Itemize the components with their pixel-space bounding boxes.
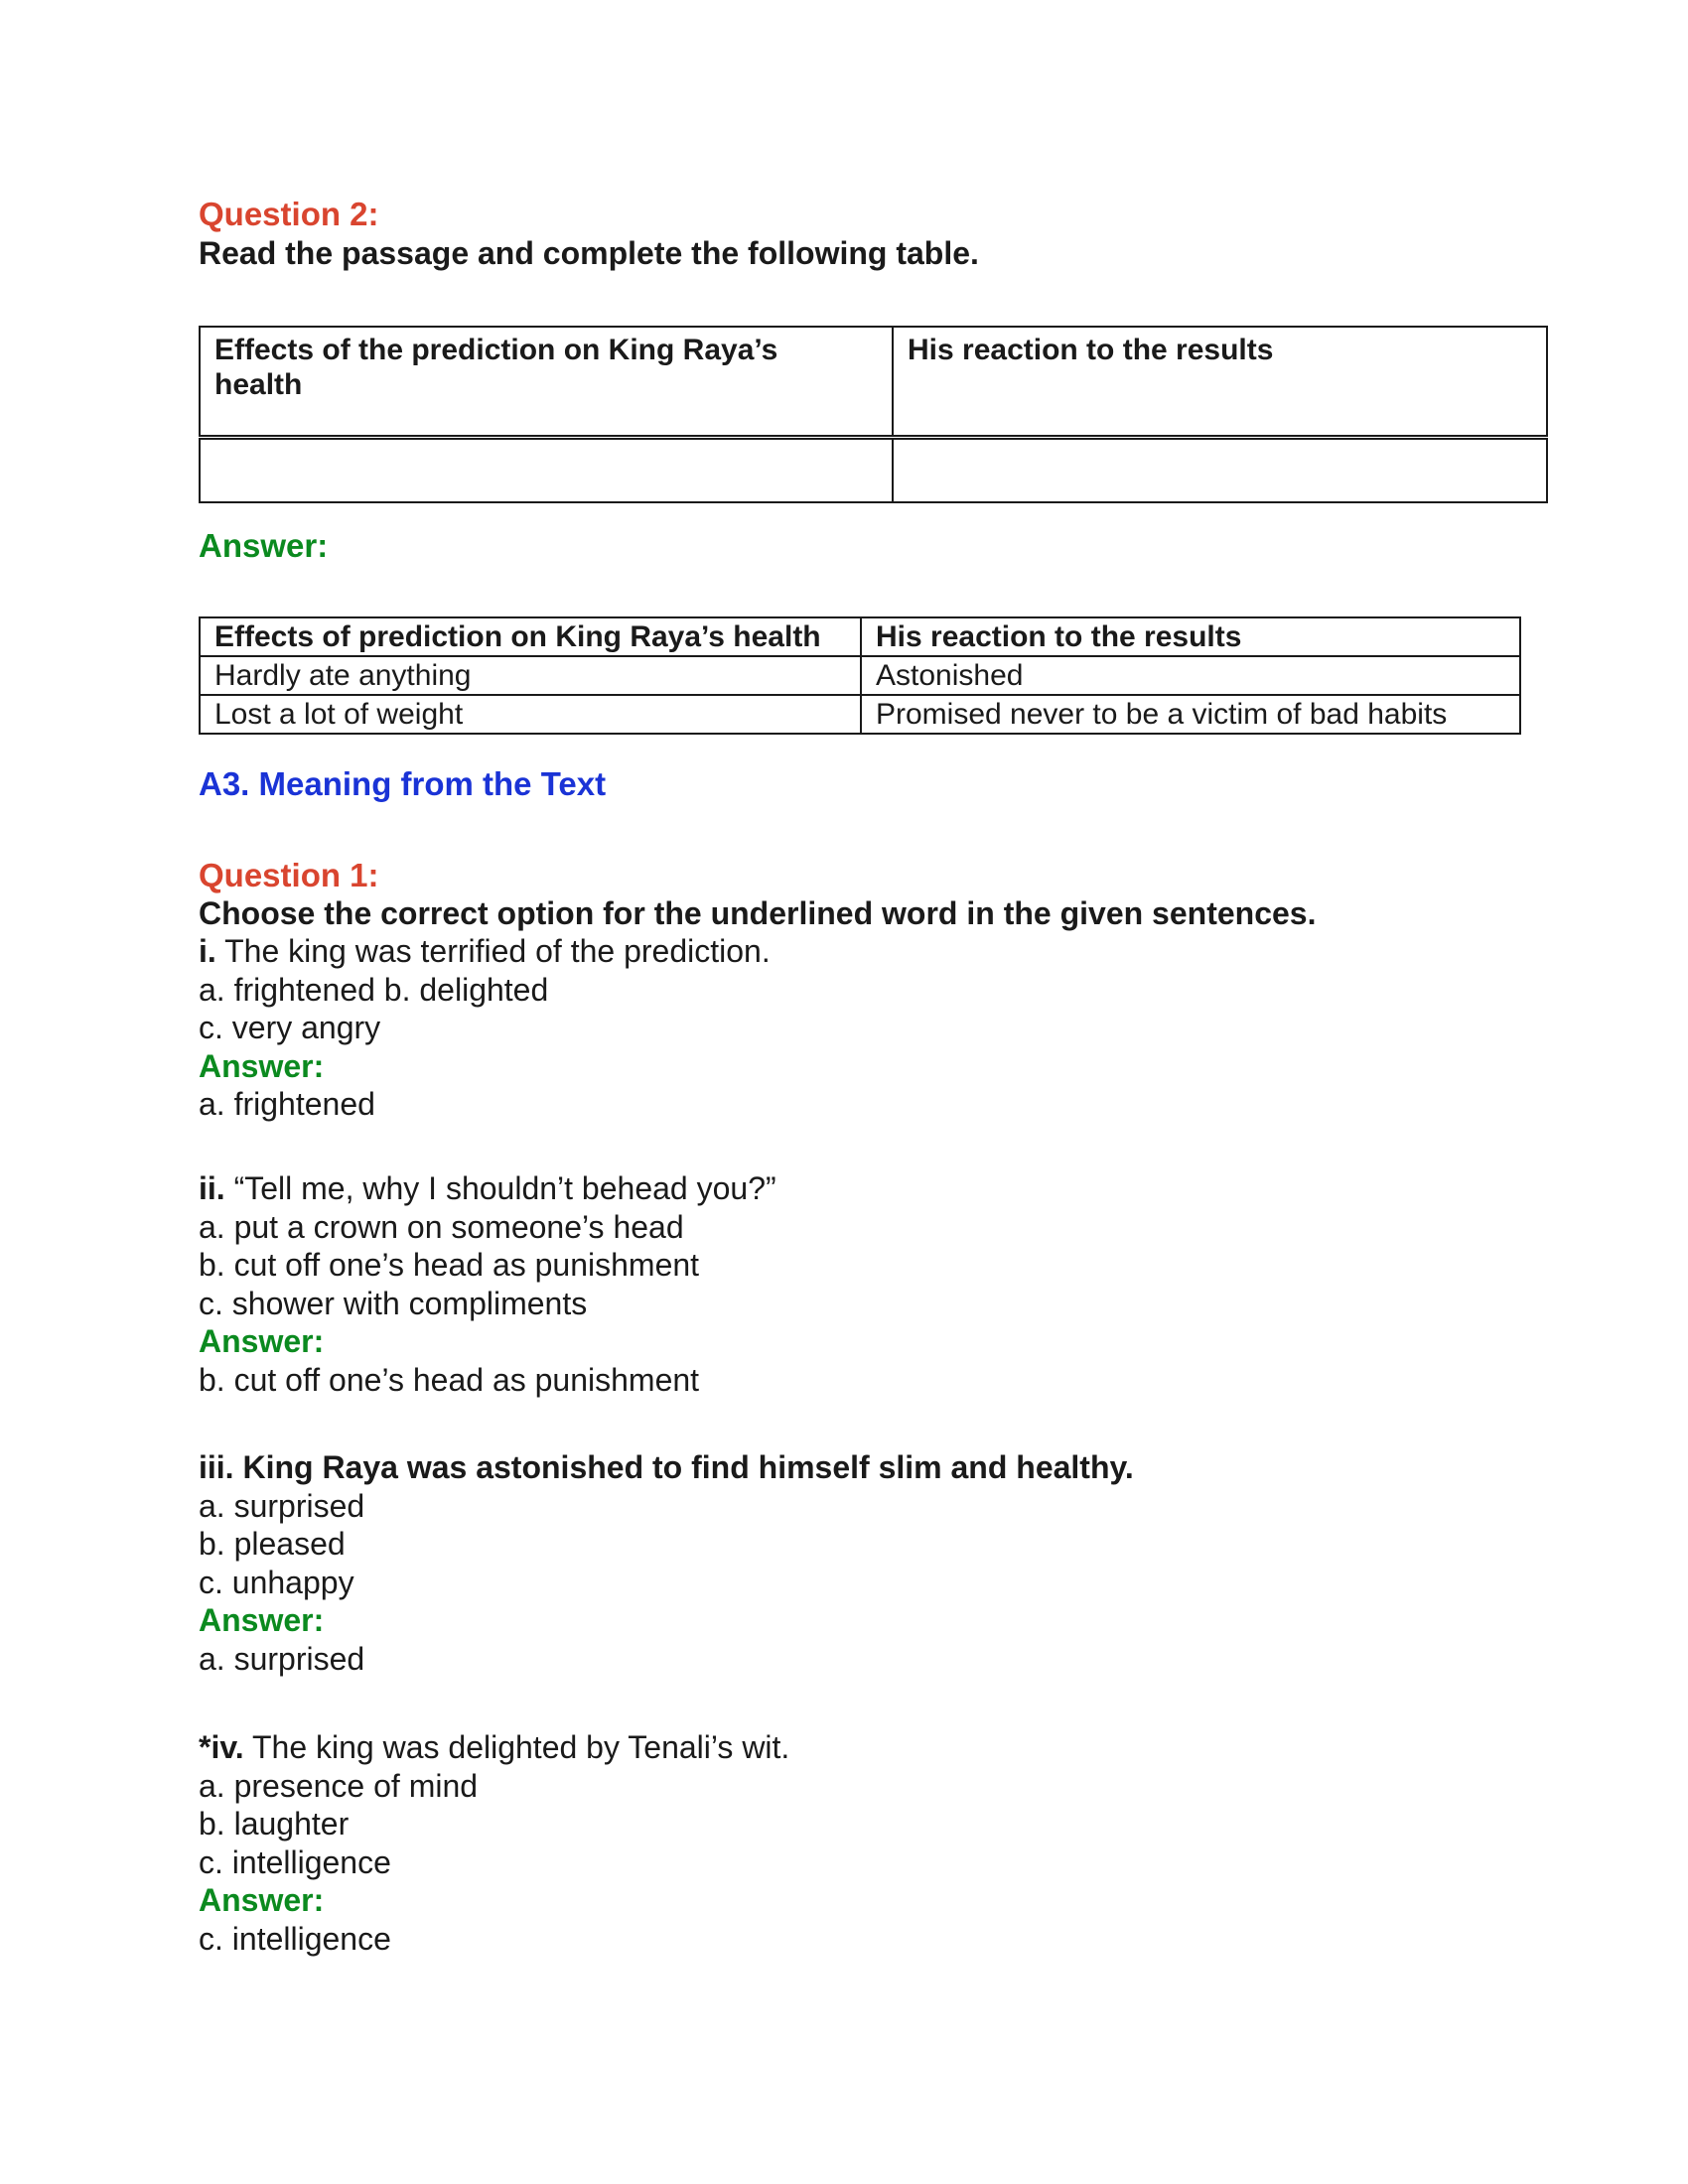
- answer-cell-reaction: Promised never to be a victim of bad habits: [861, 695, 1520, 734]
- answer-text: b. cut off one’s head as punishment: [199, 1361, 700, 1398]
- answer-table-header-effects: Effects of prediction on King Raya’s health: [200, 617, 861, 656]
- sentence-text: The king was terrified of the prediction.: [215, 933, 771, 969]
- answer-label: Answer:: [199, 1882, 325, 1918]
- option: a. put a crown on someone’s head: [199, 1208, 684, 1245]
- answer-label: Answer:: [199, 1602, 325, 1638]
- option: c. shower with compliments: [199, 1285, 588, 1321]
- question-2-answer-label: Answer:: [199, 527, 329, 564]
- answer-text: c. intelligence: [199, 1920, 391, 1957]
- answer-cell-reaction: Astonished: [861, 656, 1520, 695]
- question-number: ii.: [199, 1170, 225, 1206]
- question-item: [199, 1169, 776, 1399]
- blank-table: [199, 326, 1548, 503]
- question-2-title: Question 2:: [199, 196, 379, 232]
- question-number: i.: [199, 933, 216, 969]
- question-item: [199, 1728, 789, 1958]
- question-number: *iv.: [199, 1729, 244, 1765]
- answer-table-header-row: [200, 617, 1520, 656]
- question-sentence: [199, 1169, 776, 1208]
- option: c. unhappy: [199, 1564, 354, 1600]
- option: c. intelligence: [199, 1843, 391, 1880]
- blank-table-header-reaction: His reaction to the results: [893, 327, 1547, 438]
- answer-text: a. surprised: [199, 1640, 365, 1677]
- blank-cell-effects[interactable]: [200, 438, 893, 503]
- section-heading: A3. Meaning from the Text: [199, 765, 607, 802]
- option: c. very angry: [199, 1010, 381, 1045]
- answer-cell-effects: Hardly ate anything: [200, 656, 861, 695]
- answer-cell-effects: Lost a lot of weight: [200, 695, 861, 734]
- blank-table-header-effects-line2: health: [214, 368, 303, 401]
- sentence-text: The king was delighted by Tenali’s wit.: [243, 1729, 790, 1765]
- table-row: [200, 695, 1520, 734]
- blank-table-header-effects-line1: Effects of the prediction on King Raya’s: [214, 334, 778, 366]
- option: b. pleased: [199, 1526, 346, 1562]
- answer-text: a. frightened: [199, 1086, 375, 1122]
- option: a. presence of mind: [199, 1767, 479, 1804]
- sentence-text: “Tell me, why I shouldn’t behead you?”: [224, 1170, 776, 1206]
- question-item: [199, 932, 771, 1124]
- question-1-instruction: Choose the correct option for the underlined word in the given sentences.: [199, 895, 1317, 931]
- answer-label: Answer:: [199, 1323, 325, 1359]
- question-sentence: [199, 932, 771, 971]
- blank-table-header-row: [200, 327, 1547, 438]
- option: b. laughter: [199, 1806, 350, 1842]
- option: a. frightened b. delighted: [199, 971, 549, 1008]
- blank-table-header-effects: [200, 327, 893, 438]
- question-sentence: [199, 1728, 789, 1767]
- question-1-title: Question 1:: [199, 857, 379, 893]
- table-row: [200, 656, 1520, 695]
- answer-table-header-reaction: His reaction to the results: [861, 617, 1520, 656]
- answer-label: Answer:: [199, 1047, 325, 1084]
- option: b. cut off one’s head as punishment: [199, 1247, 700, 1283]
- option: a. surprised: [199, 1487, 365, 1524]
- answer-table: [199, 616, 1521, 735]
- blank-table-row: [200, 438, 1547, 503]
- question-2-instruction: Read the passage and complete the following table.: [199, 235, 979, 271]
- question-sentence: [199, 1448, 1134, 1487]
- blank-cell-reaction[interactable]: [893, 438, 1547, 503]
- question-number: iii.: [199, 1449, 234, 1485]
- question-item: [199, 1448, 1134, 1678]
- sentence-text: King Raya was astonished to find himself slim and healthy.: [233, 1449, 1134, 1485]
